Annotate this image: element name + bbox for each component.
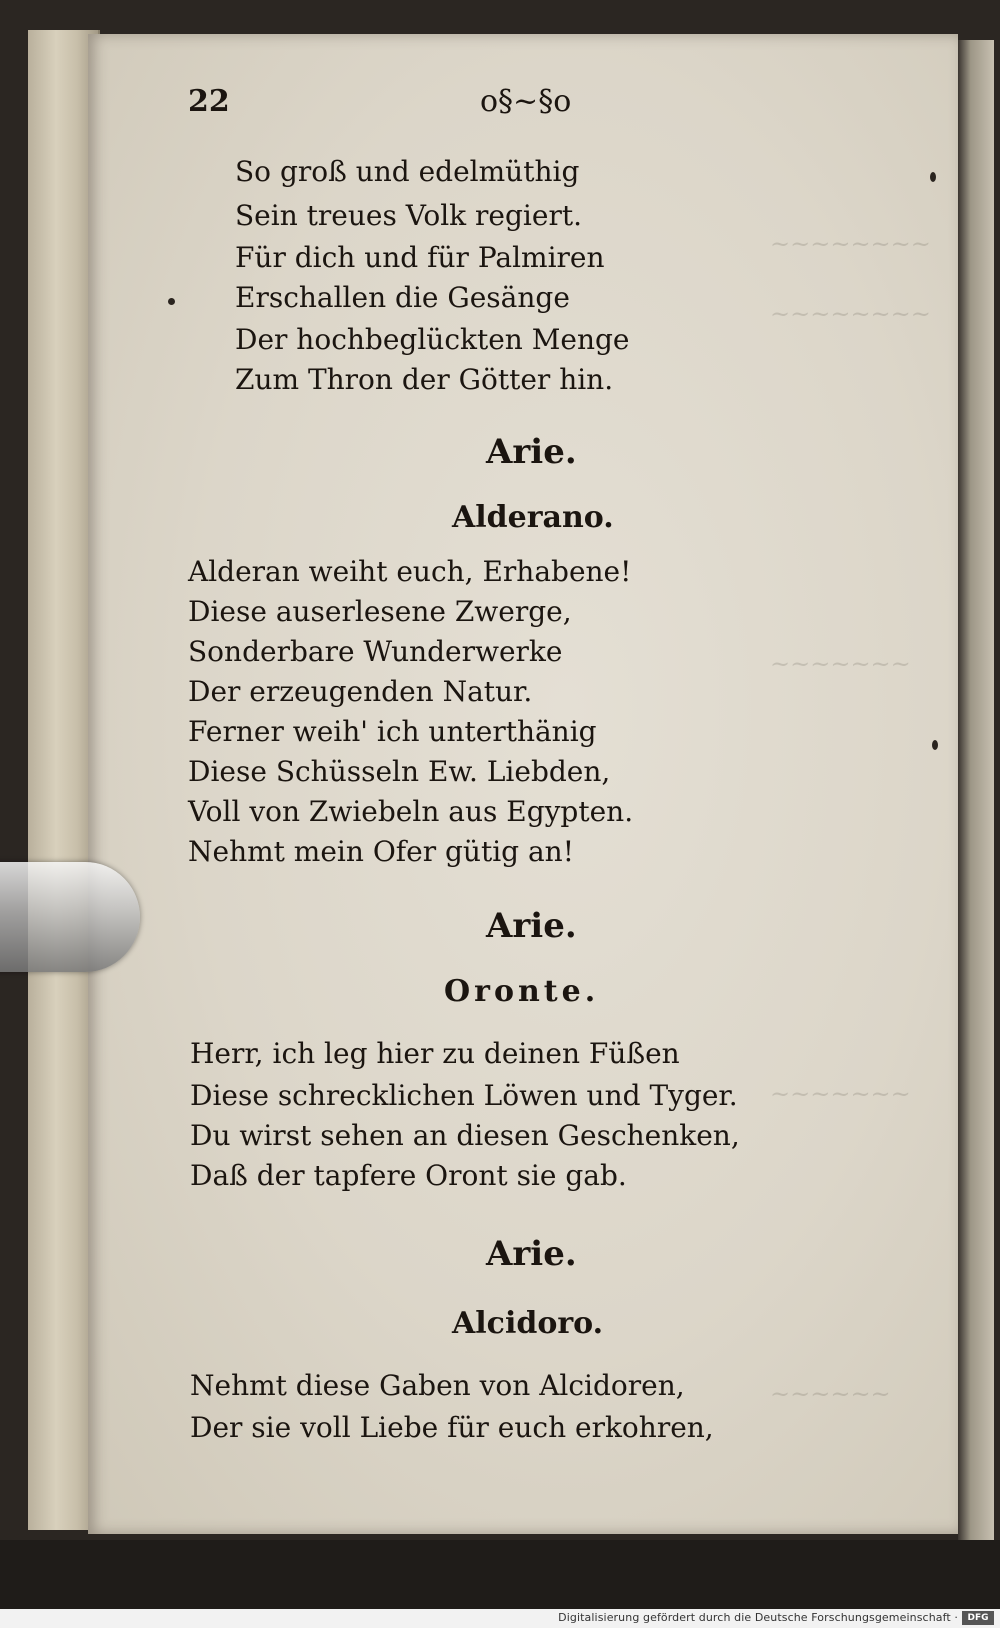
bleed-through-mark: ~~~~~~~ [770, 650, 911, 678]
verse-line: Herr, ich leg hier zu deinen Füßen [190, 1037, 680, 1070]
bleed-through-mark: ~~~~~~~~ [770, 230, 931, 258]
aria-heading: Arie. [486, 906, 577, 946]
verse-line: Voll von Zwiebeln aus Egypten. [188, 795, 634, 828]
bleed-through-mark: ~~~~~~~~ [770, 300, 931, 328]
verse-line: Erschallen die Gesänge [235, 281, 570, 314]
verse-line: Nehmt mein Ofer gütig an! [188, 835, 574, 868]
bleed-through-mark: ~~~~~~~ [770, 1080, 911, 1108]
verse-line: Für dich und für Palmiren [235, 241, 605, 274]
bleed-through-mark: ~~~~~~ [770, 1380, 891, 1408]
verse-line: Alderan weiht euch, Erhabene! [188, 555, 632, 588]
speaker-name: Alderano. [452, 500, 614, 535]
verse-line: Der erzeugenden Natur. [188, 675, 533, 708]
verse-line: Du wirst sehen an diesen Geschenken, [190, 1119, 740, 1152]
verse-line: So groß und edelmüthig [235, 155, 580, 188]
verse-line: Diese schrecklichen Löwen und Tyger. [190, 1079, 738, 1112]
verse-line: Daß der tapfere Oront sie gab. [190, 1159, 627, 1192]
verse-line: Sonderbare Wunderwerke [188, 635, 563, 668]
ornament: o§~§o [480, 84, 572, 119]
speaker-name: Alcidoro. [452, 1306, 604, 1341]
verse-line: Diese auserlesene Zwerge, [188, 595, 572, 628]
binding-hole [932, 740, 938, 750]
dfg-logo: DFG [962, 1611, 994, 1625]
verse-line: Der hochbeglückten Menge [235, 323, 630, 356]
bookmark-clip [0, 862, 140, 972]
page-number: 22 [188, 84, 230, 119]
aria-heading: Arie. [486, 1234, 577, 1274]
speaker-name: Oronte. [444, 974, 600, 1009]
verse-line: Sein treues Volk regiert. [235, 199, 582, 232]
verse-line: Ferner weih' ich unterthänig [188, 715, 597, 748]
binding-hole [930, 172, 936, 182]
verse-line: Zum Thron der Götter hin. [235, 363, 614, 396]
ink-spot [168, 298, 175, 305]
facing-page-edge [958, 40, 994, 1550]
verse-line: Der sie voll Liebe für euch erkohren, [190, 1411, 714, 1444]
aria-heading: Arie. [486, 432, 577, 472]
verse-line: Nehmt diese Gaben von Alcidoren, [190, 1369, 685, 1402]
footer-credit: Digitalisierung gefördert durch die Deutsche Forschungsgemeinschaft · [558, 1611, 958, 1624]
verse-line: Diese Schüsseln Ew. Liebden, [188, 755, 611, 788]
